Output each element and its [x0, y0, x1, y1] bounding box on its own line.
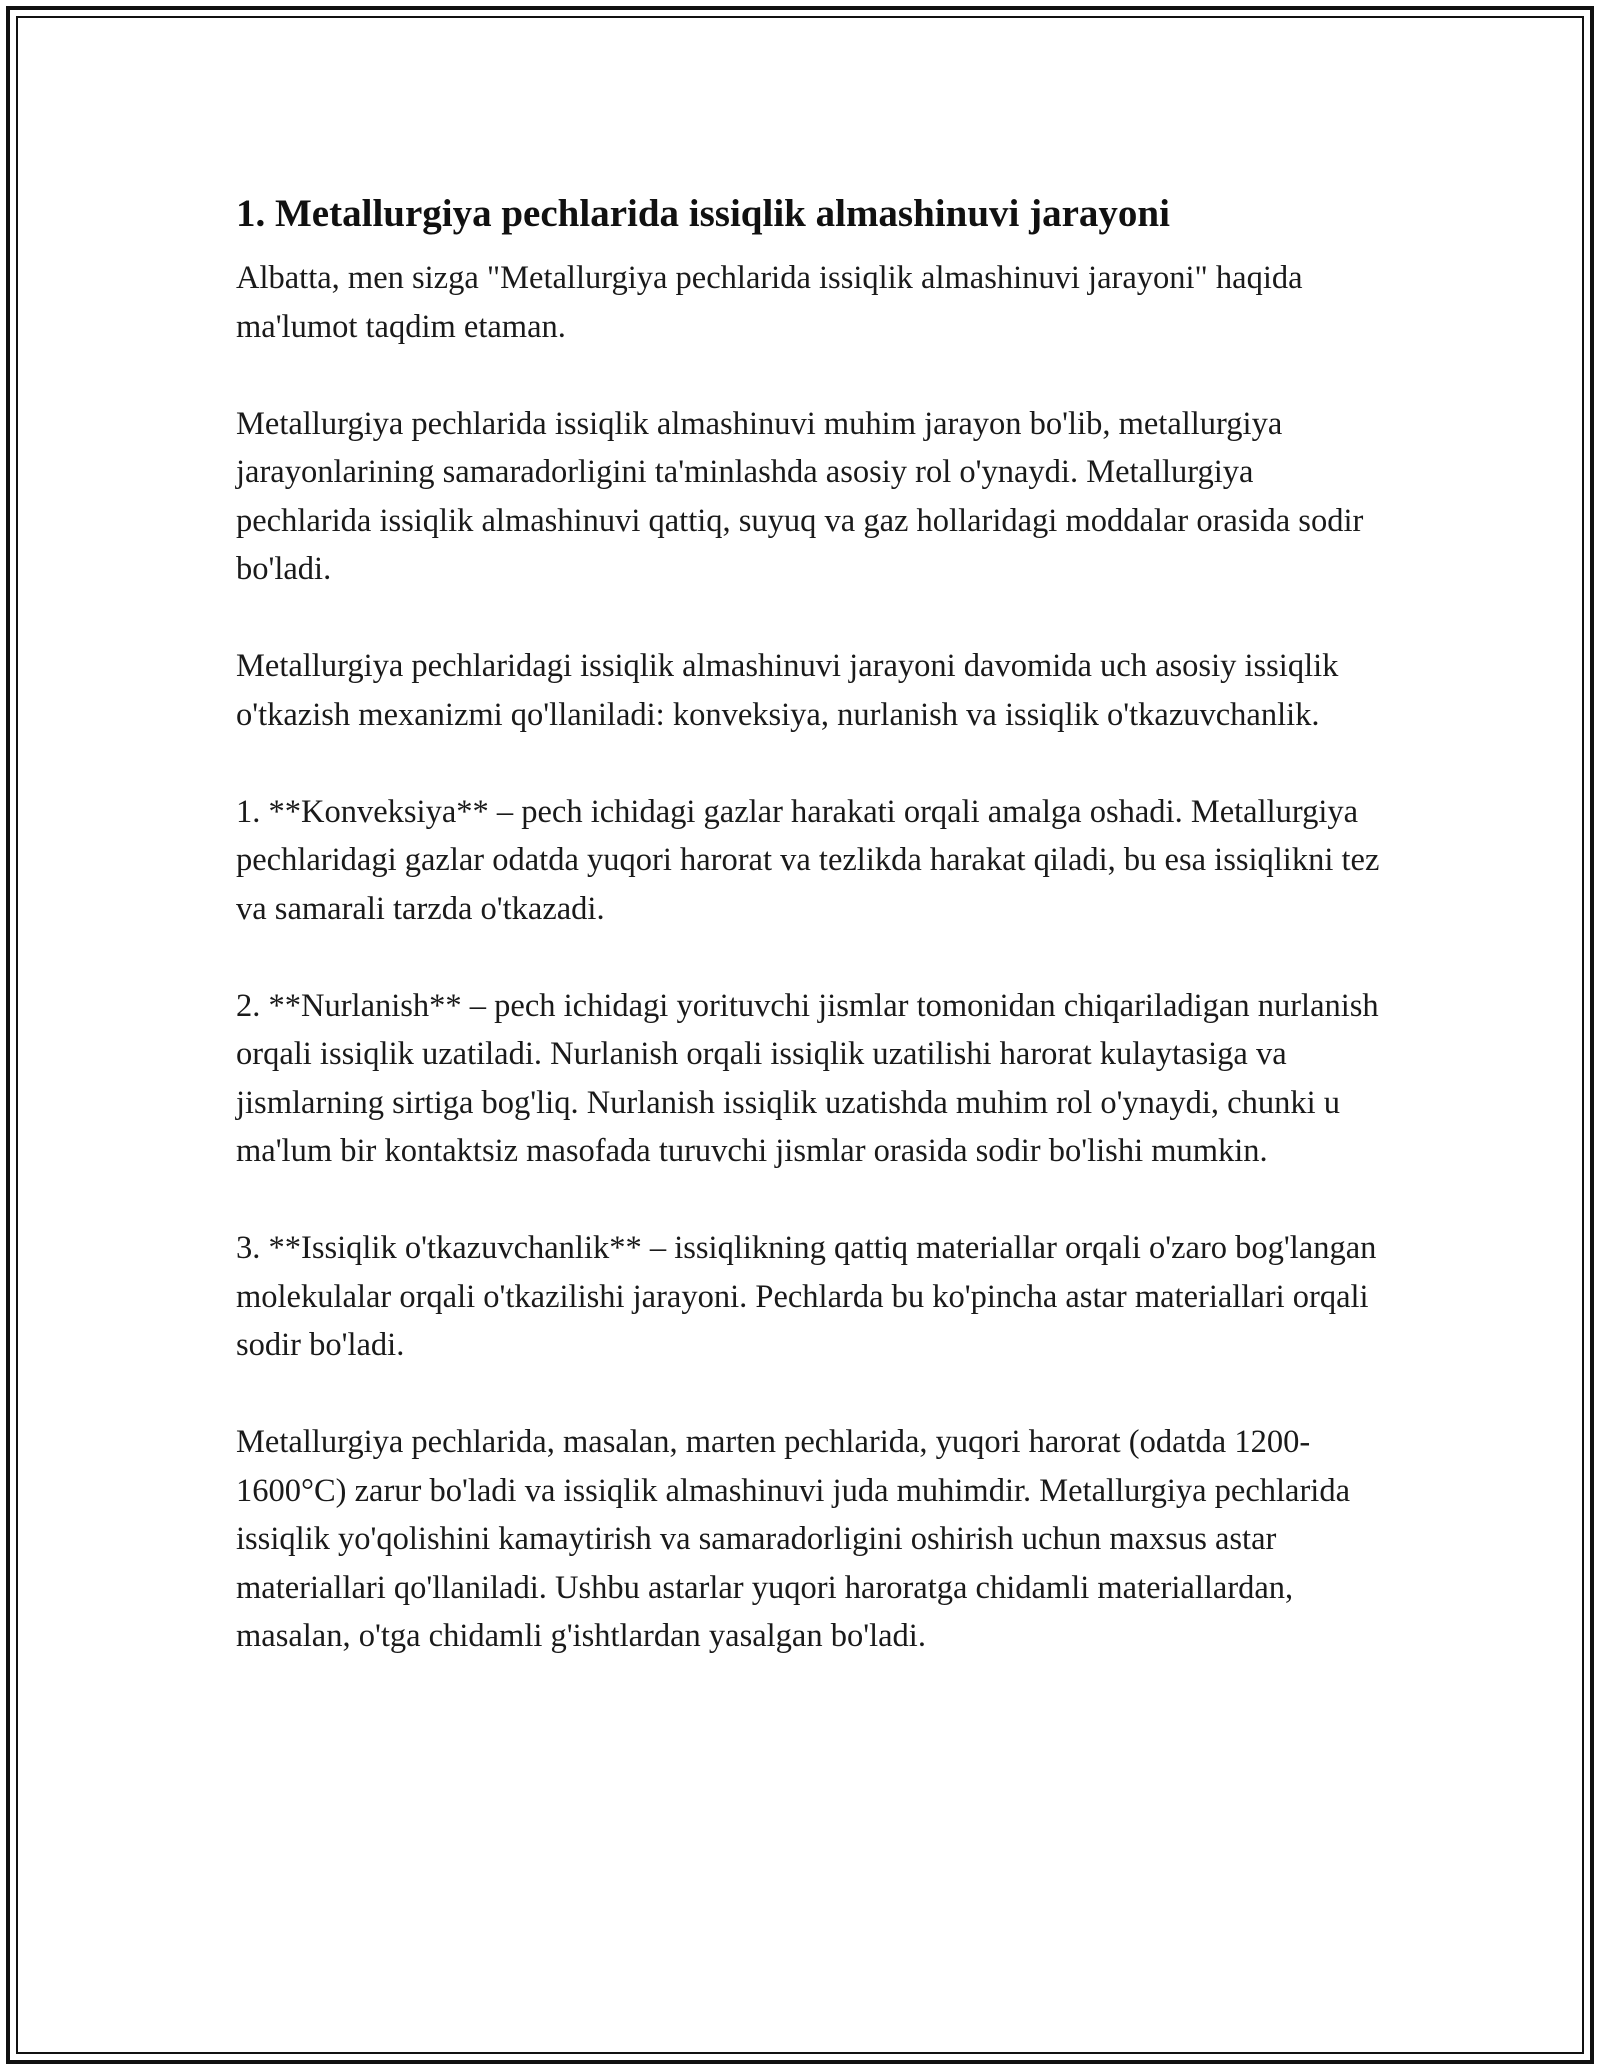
document-title: 1. Metallurgiya pechlarida issiqlik almashinuvi jarayoni [236, 192, 1170, 235]
paragraph-radiation: 2. **Nurlanish** – pech ichidagi yorituvchi jismlar tomonidan chiqariladigan nurlanish orqali issiqlik uzatiladi. Nurlanish orqali issiqlik uzatilishi harorat kulaytasiga va jismlarning sirtiga bog'liq. Nurlanish issiqlik uzatishda muhim rol o'ynaydi, chunki u ma'lum bir kontaktsiz masofada turuvchi jismlar orasida sodir bo'lishi mumkin. [236, 987, 1379, 1169]
paragraph-convection: 1. **Konveksiya** – pech ichidagi gazlar harakati orqali amalga oshadi. Metallurgiya pechlaridagi gazlar odatda yuqori harorat va tezlikda harakat qiladi, bu esa issiqlikni tez va samarali tarzda o'tkazadi. [236, 793, 1380, 927]
paragraph-overview: Metallurgiya pechlarida issiqlik almashinuvi muhim jarayon bo'lib, metallurgiya jarayonlarining samaradorligini ta'minlashda asosiy rol o'ynaydi. Metallurgiya pechlarida issiqlik almashinuvi qattiq, suyuq va gaz hollaridagi moddalar orasida sodir bo'ladi. [236, 405, 1364, 587]
paragraph-conclusion: Metallurgiya pechlarida, masalan, marten pechlarida, yuqori harorat (odatda 1200-1600°C) zarur bo'ladi va issiqlik almashinuvi juda muhimdir. Metallurgiya pechlarida issiqlik yo'qolishini kamaytirish va samaradorligini oshirish uchun maxsus astar materiallari qo'llaniladi. Ushbu astarlar yuqori haroratga chidamli materiallardan, masalan, o'tga chidamli g'ishtlardan yasalgan bo'ladi. [236, 1424, 1350, 1654]
paragraph-intro: Albatta, men sizga "Metallurgiya pechlarida issiqlik almashinuvi jarayoni" haqida ma'lumot taqdim etaman. [236, 260, 1303, 345]
paragraph-mechanisms: Metallurgiya pechlaridagi issiqlik almashinuvi jarayoni davomida uch asosiy issiqlik o'tkazish mexanizmi qo'llaniladi: konveksiya, nurlanish va issiqlik o'tkazuvchanlik. [236, 648, 1339, 733]
paragraph-conduction: 3. **Issiqlik o'tkazuvchanlik** – issiqlikning qattiq materiallar orqali o'zaro bog'langan molekulalar orqali o'tkazilishi jarayoni. Pechlarda bu ko'pincha astar materiallari orqali sodir bo'ladi. [236, 1230, 1377, 1363]
document-body [236, 186, 1386, 1709]
